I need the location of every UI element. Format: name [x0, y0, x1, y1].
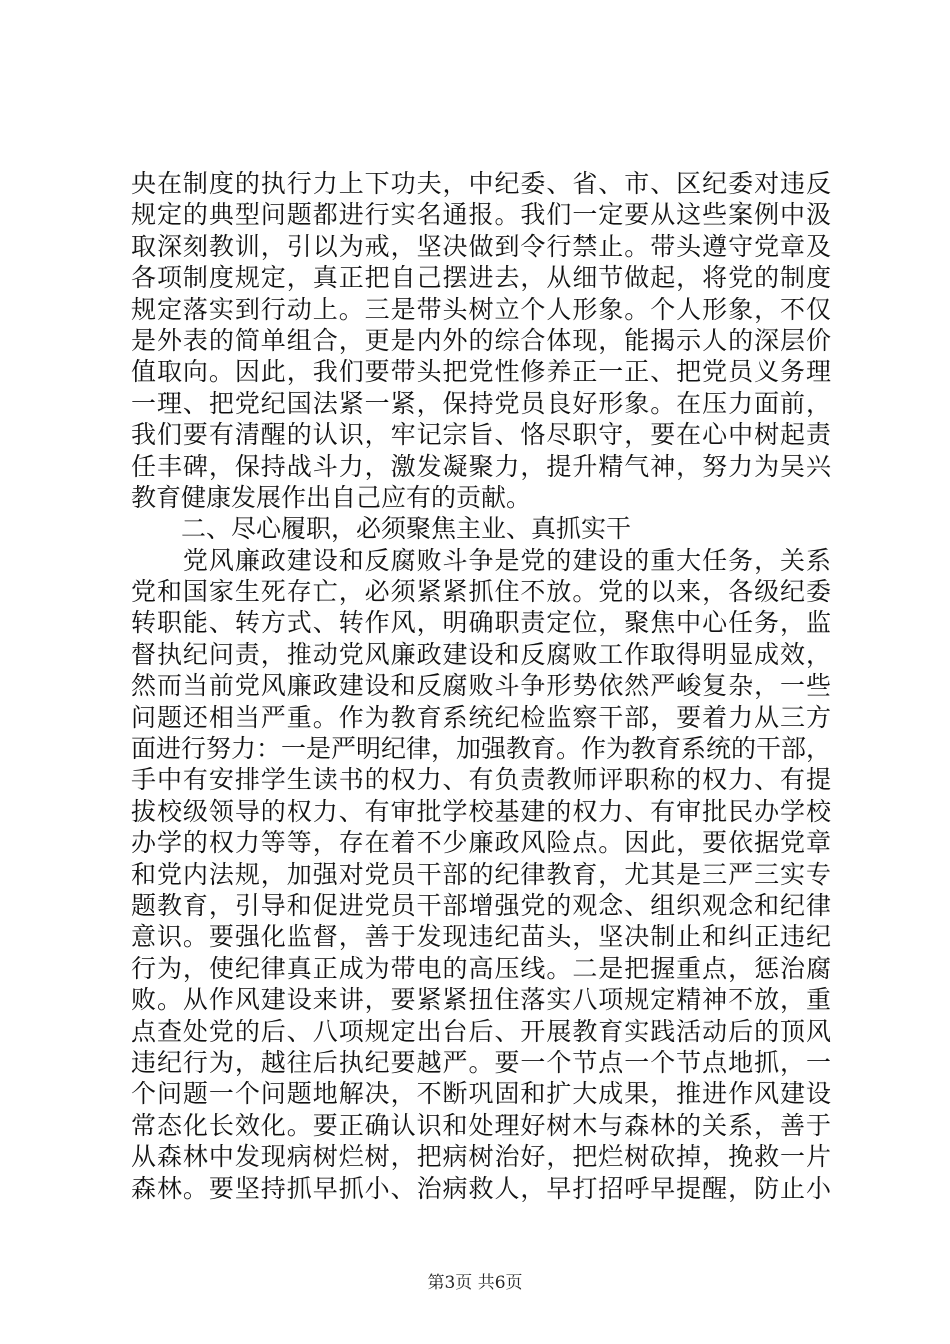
text-line: 各项制度规定，真正把自己摆进去，从细节做起，将党的制度 [131, 263, 831, 293]
text-line: 和党内法规，加强对党员干部的纪律教育，尤其是三严三实专 [131, 859, 831, 889]
text-line: 违纪行为，越往后执纪要越严。要一个节点一个节点地抓，一 [131, 1047, 831, 1077]
text-line: 手中有安排学生读书的权力、有负责教师评职称的权力、有提 [131, 765, 831, 795]
page-number-footer: 第3页 共6页 [427, 1273, 523, 1293]
text-line: 转职能、转方式、转作风，明确职责定位，聚焦中心任务，监 [131, 608, 831, 638]
text-line: 取深刻教训，引以为戒，坚决做到令行禁止。带头遵守党章及 [131, 231, 831, 261]
text-line: 值取向。因此，我们要带头把党性修养正一正、把党员义务理 [131, 357, 831, 387]
text-line: 一理、把党纪国法紧一紧，保持党员良好形象。在压力面前， [131, 388, 831, 418]
text-line: 行为，使纪律真正成为带电的高压线。二是把握重点，惩治腐 [131, 953, 831, 983]
text-line: 党和国家生死存亡，必须紧紧抓住不放。党的以来，各级纪委 [131, 577, 831, 607]
text-line: 我们要有清醒的认识，牢记宗旨、恪尽职守，要在心中树起责 [131, 420, 831, 450]
text-line: 森林。要坚持抓早抓小、治病救人，早打招呼早提醒，防止小 [131, 1173, 831, 1203]
text-line: 教育健康发展作出自己应有的贡献。 [131, 482, 532, 512]
text-line: 规定落实到行动上。三是带头树立个人形象。个人形象，不仅 [131, 294, 831, 324]
text-line: 办学的权力等等，存在着不少廉政风险点。因此，要依据党章 [131, 828, 831, 858]
text-line: 二、尽心履职，必须聚焦主业、真抓实干 [131, 514, 632, 544]
text-line: 个问题一个问题地解决，不断巩固和扩大成果，推进作风建设 [131, 1079, 831, 1109]
text-line: 是外表的简单组合，更是内外的综合体现，能揭示人的深层价 [131, 325, 831, 355]
text-line: 点查处党的后、八项规定出台后、开展教育实践活动后的顶风 [131, 1016, 831, 1046]
text-line: 常态化长效化。要正确认识和处理好树木与森林的关系，善于 [131, 1110, 831, 1140]
text-line: 从森林中发现病树烂树，把病树治好，把烂树砍掉，挽救一片 [131, 1142, 831, 1172]
text-line: 然而当前党风廉政建设和反腐败斗争形势依然严峻复杂，一些 [131, 671, 831, 701]
text-line: 党风廉政建设和反腐败斗争是党的建设的重大任务，关系 [131, 545, 831, 575]
text-line: 问题还相当严重。作为教育系统纪检监察干部，要着力从三方 [131, 702, 831, 732]
text-line: 败。从作风建设来讲，要紧紧扭住落实八项规定精神不放，重 [131, 985, 831, 1015]
text-line: 规定的典型问题都进行实名通报。我们一定要从这些案例中汲 [131, 200, 831, 230]
text-line: 任丰碑，保持战斗力，激发凝聚力，提升精气神，努力为吴兴 [131, 451, 831, 481]
body-text [131, 168, 831, 1204]
text-line: 面进行努力：一是严明纪律，加强教育。作为教育系统的干部， [131, 734, 832, 764]
text-line: 央在制度的执行力上下功夫，中纪委、省、市、区纪委对违反 [131, 169, 831, 198]
text-line: 拔校级领导的权力、有审批学校基建的权力、有审批民办学校 [131, 796, 831, 826]
text-line: 督执纪问责，推动党风廉政建设和反腐败工作取得明显成效， [131, 639, 831, 669]
text-line: 题教育，引导和促进党员干部增强党的观念、组织观念和纪律 [131, 890, 831, 920]
text-line: 意识。要强化监督，善于发现违纪苗头，坚决制止和纠正违纪 [131, 922, 831, 952]
